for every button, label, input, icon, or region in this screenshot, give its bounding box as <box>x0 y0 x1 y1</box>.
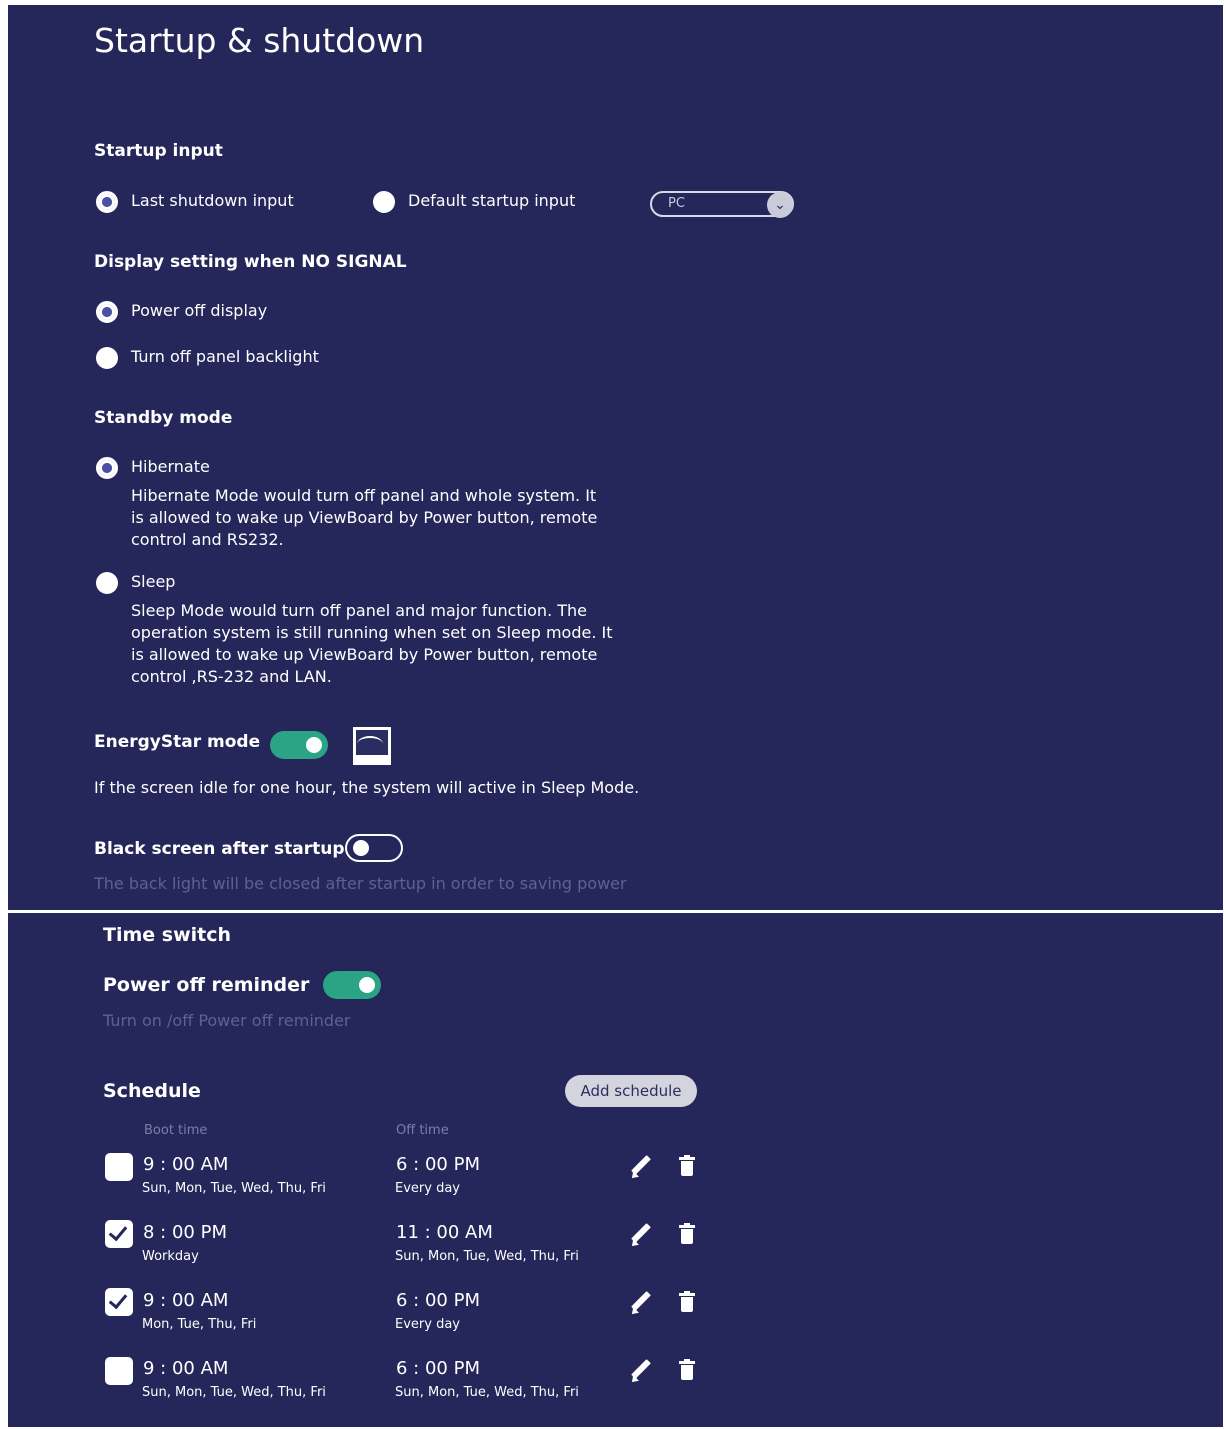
startup-shutdown-panel <box>8 5 1223 910</box>
no-signal-heading: Display setting when NO SIGNAL <box>94 252 407 272</box>
black-screen-description: The back light will be closed after startup in order to saving power <box>94 874 627 893</box>
time-switch-panel <box>8 913 1223 1427</box>
toggle-knob <box>359 977 375 993</box>
sleep-label: Sleep <box>131 572 176 591</box>
boot-time: 8 : 00 PM <box>143 1222 227 1243</box>
boot-days: Sun, Mon, Tue, Wed, Thu, Fri <box>142 1385 326 1400</box>
startup-input-select[interactable] <box>650 191 794 217</box>
boot-days: Mon, Tue, Thu, Fri <box>142 1317 257 1332</box>
time-switch-heading: Time switch <box>103 924 232 946</box>
off-days: Every day <box>395 1181 460 1196</box>
off-time: 6 : 00 PM <box>396 1290 480 1311</box>
energystar-toggle[interactable] <box>270 731 328 759</box>
off-time: 6 : 00 PM <box>396 1358 480 1379</box>
boot-time: 9 : 00 AM <box>143 1154 229 1175</box>
radio-sleep[interactable] <box>96 572 118 594</box>
radio-hibernate[interactable] <box>96 457 118 479</box>
startup-input-select-value: PC <box>668 196 685 211</box>
trash-icon[interactable] <box>677 1223 701 1247</box>
radio-default-startup-input[interactable] <box>373 191 395 213</box>
power-off-reminder-label: Power off reminder <box>103 974 310 996</box>
sleep-description: Sleep Mode would turn off panel and major function. The operation system is still running when set on Sleep mode. It is allowed to wake up ViewBoard by Power button, remote control ,RS-232 and LAN. <box>131 601 613 686</box>
schedule-row-checkbox[interactable] <box>105 1288 133 1316</box>
last-shutdown-input-label: Last shutdown input <box>131 191 294 210</box>
chevron-down-icon[interactable]: ⌄ <box>767 192 793 218</box>
power-off-reminder-description: Turn on /off Power off reminder <box>103 1011 351 1030</box>
radio-power-off-display[interactable] <box>96 301 118 323</box>
toggle-knob <box>306 737 322 753</box>
trash-icon[interactable] <box>677 1155 701 1179</box>
off-time-column-header: Off time <box>396 1123 449 1138</box>
checkmark-icon <box>109 1290 128 1309</box>
add-schedule-button[interactable]: Add schedule <box>565 1075 697 1107</box>
black-screen-label: Black screen after startup <box>94 839 345 859</box>
schedule-row-checkbox[interactable] <box>105 1153 133 1181</box>
page-title: Startup & shutdown <box>94 21 425 60</box>
radio-turn-off-panel-backlight[interactable] <box>96 347 118 369</box>
black-screen-toggle[interactable] <box>345 834 403 862</box>
hibernate-description: Hibernate Mode would turn off panel and whole system. It is allowed to wake up ViewBoard by Power button, remote control and RS232. <box>131 486 598 549</box>
energystar-description: If the screen idle for one hour, the system will active in Sleep Mode. <box>94 778 640 797</box>
radio-last-shutdown-input[interactable] <box>96 191 118 213</box>
off-days: Every day <box>395 1317 460 1332</box>
trash-icon[interactable] <box>677 1359 701 1383</box>
off-time: 6 : 00 PM <box>396 1154 480 1175</box>
hibernate-label: Hibernate <box>131 457 210 476</box>
boot-time-column-header: Boot time <box>144 1123 208 1138</box>
schedule-row-checkbox[interactable] <box>105 1357 133 1385</box>
standby-mode-heading: Standby mode <box>94 408 233 428</box>
off-days: Sun, Mon, Tue, Wed, Thu, Fri <box>395 1249 579 1264</box>
energystar-mode-label: EnergyStar mode <box>94 732 261 752</box>
power-off-display-label: Power off display <box>131 301 268 320</box>
checkmark-icon <box>109 1222 128 1241</box>
boot-time: 9 : 00 AM <box>143 1358 229 1379</box>
off-days: Sun, Mon, Tue, Wed, Thu, Fri <box>395 1385 579 1400</box>
startup-input-heading: Startup input <box>94 141 223 161</box>
schedule-row-checkbox[interactable] <box>105 1220 133 1248</box>
toggle-knob <box>353 840 369 856</box>
energy-star-logo <box>353 727 391 765</box>
pencil-icon[interactable] <box>628 1223 652 1247</box>
turn-off-panel-backlight-label: Turn off panel backlight <box>131 347 319 366</box>
default-startup-input-label: Default startup input <box>408 191 576 210</box>
trash-icon[interactable] <box>677 1291 701 1315</box>
boot-days: Workday <box>142 1249 199 1264</box>
off-time: 11 : 00 AM <box>396 1222 493 1243</box>
power-off-reminder-toggle[interactable] <box>323 971 381 999</box>
boot-days: Sun, Mon, Tue, Wed, Thu, Fri <box>142 1181 326 1196</box>
boot-time: 9 : 00 AM <box>143 1290 229 1311</box>
pencil-icon[interactable] <box>628 1291 652 1315</box>
pencil-icon[interactable] <box>628 1359 652 1383</box>
schedule-heading: Schedule <box>103 1080 201 1102</box>
pencil-icon[interactable] <box>628 1155 652 1179</box>
